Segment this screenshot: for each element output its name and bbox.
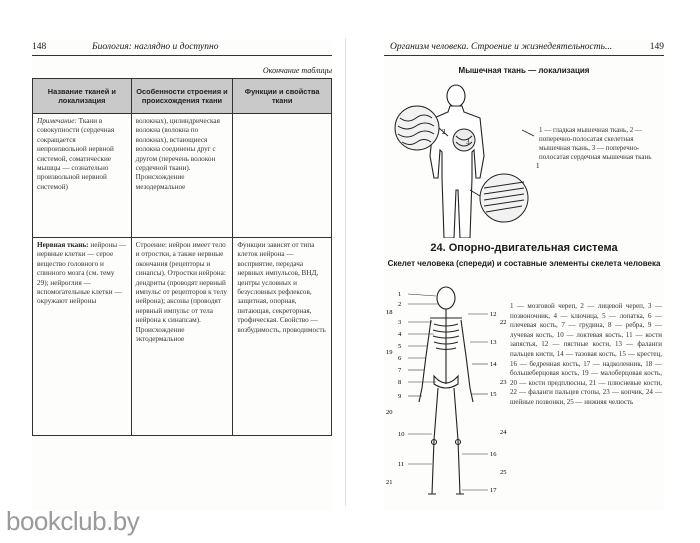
table-continuation-label: Окончание таблицы	[262, 66, 332, 75]
left-page-number: 148	[32, 42, 47, 52]
table-header-cell: Название тканей и локализация	[33, 79, 132, 114]
right-page-number: 149	[649, 42, 664, 52]
cell-lead: Нервная ткань:	[37, 241, 89, 249]
skeleton-label: 5	[398, 343, 402, 350]
muscle-inset-3	[470, 174, 528, 222]
skeleton-label: 18	[386, 309, 393, 316]
table-cell: Строение: нейрон имеет тело и отростки, а также нервные окончания (рецепторы и синапсы). Отростки нейрона: дендриты (проводят нервный импульс от рецепторов к телу нейрона); аксоны (проводят нервный импульс от тела нейрона к синапсам). Происхождение эктодермальное	[131, 238, 233, 436]
skeleton-label: 15	[490, 391, 497, 398]
muscle-label-3: 3	[466, 138, 470, 146]
skeleton-label: 25	[500, 469, 507, 476]
skeleton-label: 16	[490, 451, 497, 458]
skeleton-label: 11	[398, 461, 405, 468]
skeleton-label: 13	[490, 339, 497, 346]
right-running-head	[384, 40, 664, 56]
skeleton-label: 6	[398, 355, 402, 362]
right-running-title: Организм человека. Строение и жизнедеятельность...	[390, 42, 613, 52]
skeleton-label: 8	[398, 379, 402, 386]
skeleton-label: 19	[386, 349, 393, 356]
muscle-caption: 1 — гладкая мышечная ткань, 2 — поперечно-полосатая скелетная мышечная ткань, 3 — поперечно-полосатая сердечная мышечная ткань	[539, 126, 652, 161]
skeleton-caption: 1 — мозговой череп, 2 — лицевой череп, 3 — позвоночник, 4 — ключица, 5 — лопатка, 6 — плечевая кость, 7 — грудина, 8 — ребра, 9 — лучевая кость, 10 — локтевая кость, 11 — кости запястья, 12 — пястные кости, 13 — фаланги пальцев кисти, 14 — тазовая кость, 15 — крестец, 16 — бедренная кость, 17 — надколенник, 18 — большеберцовая кость, 19 — малоберцовая кость, 20 — кости предплюсны, 21 — плюсневые кости, 22 — фаланги пальцев стопы, 23 — копчик, 24 — шейные позвонки, 25 — нижняя челюсть	[510, 302, 662, 406]
muscle-label-lines	[522, 130, 534, 136]
table-cell	[33, 114, 132, 238]
table-cell	[33, 238, 132, 436]
left-running-title: Биология: наглядно и доступно	[92, 42, 219, 52]
skeleton-label: 2	[398, 301, 402, 308]
muscle-label-2: 2	[442, 128, 446, 136]
skeleton-label: 3	[398, 319, 402, 326]
skeleton-label: 21	[386, 479, 393, 486]
skeleton-label: 22	[500, 319, 507, 326]
left-running-head	[32, 40, 332, 56]
skeleton-label: 1	[398, 291, 402, 298]
table-cell: волокнах), цилиндрическая волокна (волокна по волокнах), встающиеся волокна соединены друг с другом (перечень волокон сердечной ткани). Происхождение мезодермальное	[131, 114, 233, 238]
skeleton-drawing	[419, 287, 473, 494]
site-watermark: bookclub.by	[6, 506, 140, 536]
muscle-figure-title: Мышечная ткань — локализация	[458, 66, 590, 75]
skeleton-label: 9	[398, 393, 402, 400]
skeleton-label: 17	[490, 487, 497, 494]
skeleton-label: 12	[490, 311, 497, 318]
left-page	[32, 40, 332, 510]
skeleton-label: 10	[398, 431, 405, 438]
cell-lead: Примечание:	[37, 117, 77, 125]
table-row	[33, 238, 332, 436]
table-header-cell: Особенности строения и происхождения ткани	[131, 79, 233, 114]
book-spine	[345, 38, 346, 506]
right-page	[384, 40, 664, 510]
cell-text: нейроны — нервные клетки — серое вещество головного и спинного мозга (см. тему 29); нейроглия — вспомогательные клетки — окружают нейроны	[37, 241, 127, 306]
table-header-cell: Функции и свойства ткани	[233, 79, 332, 114]
skeleton-leader-lines	[408, 294, 488, 490]
skeleton-label: 20	[386, 409, 393, 416]
cell-text: Ткани в совокупности (сердечная сокращается непроизвольной нервной системой, соматические мышцы — сознательно произвольной нервной системой)	[37, 117, 115, 191]
muscle-inset-2	[453, 129, 475, 151]
table-cell: Функции зависят от типа клеток нейрона — восприятие, передача нервных импульсов, ВНД, центры условных и безусловных рефлексов, защитная, опорная, питающая, секреторная, трофическая. Свойство — возбудимость, проводимость	[233, 238, 332, 436]
muscle-label-1: 1	[536, 162, 540, 170]
skeleton-figure	[384, 284, 514, 510]
skeleton-label: 7	[398, 367, 402, 374]
table-header-row	[33, 79, 332, 114]
section-title: 24. Опорно-двигательная система	[430, 242, 618, 254]
skeleton-label: 24	[500, 429, 507, 436]
tissue-table	[32, 78, 332, 436]
body-silhouette	[430, 85, 484, 238]
skeleton-label: 4	[398, 331, 402, 338]
skeleton-label: 14	[490, 361, 497, 368]
skeleton-label: 23	[500, 379, 507, 386]
skeleton-figure-title: Скелет человека (спереди) и составные элементы скелета человека	[387, 259, 661, 268]
table-cell	[233, 114, 332, 238]
table-row	[33, 114, 332, 238]
